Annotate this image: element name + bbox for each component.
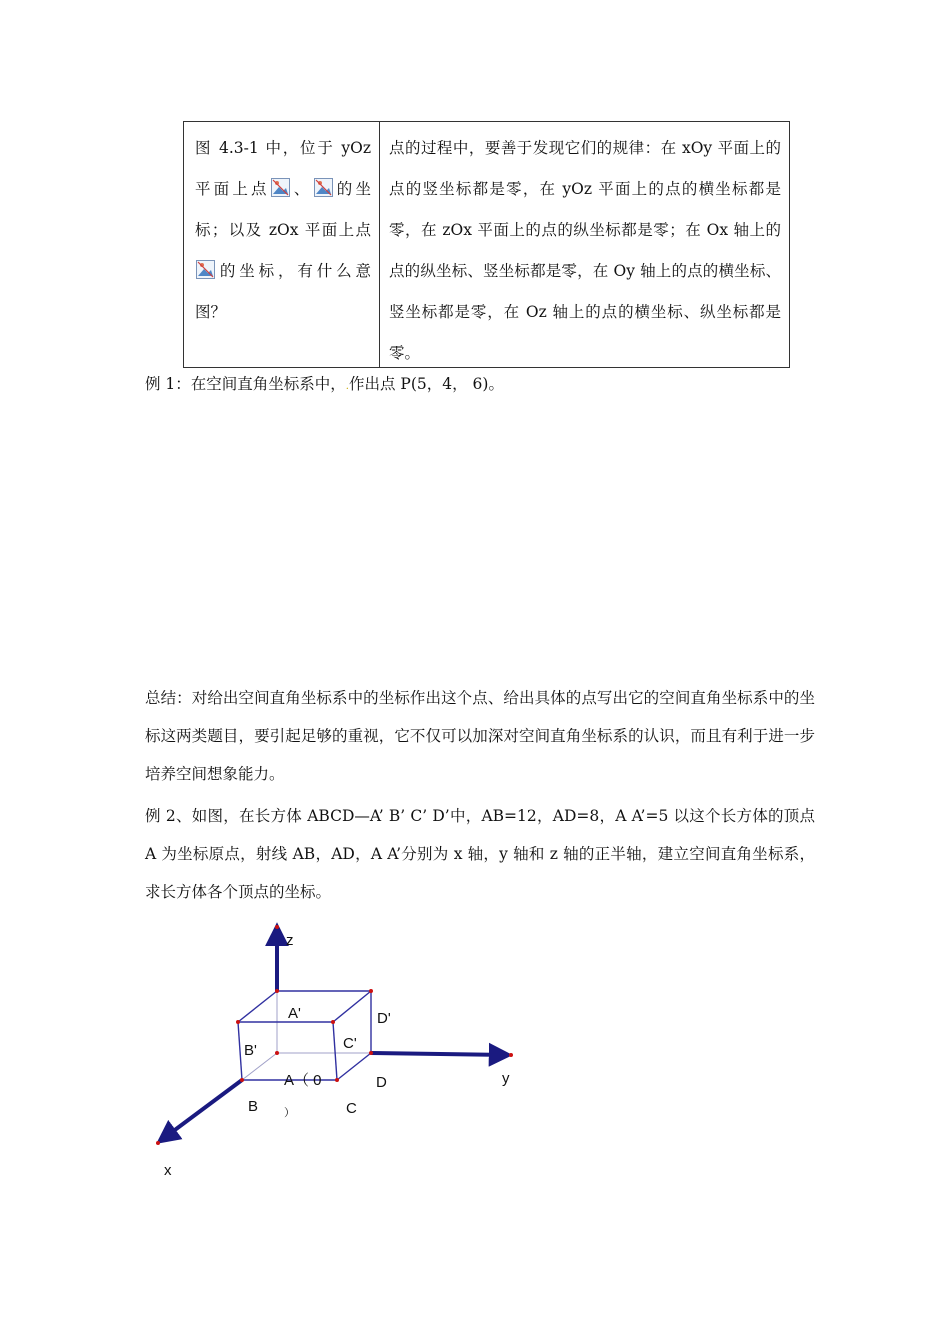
- left-line-4: 的坐标，有什么意: [195, 251, 371, 292]
- example-2: 例 2、如图，在长方体 ABCD—A’ B’ C’ D’中，AB=12，AD=8，A A’=5 以这个长方体的顶点 A 为坐标原点，射线 AB，AD，A A’分别为 x 轴，y 轴和 z 轴的正半轴，建立空间直角坐标系，求长方体各个顶点的坐标。: [145, 807, 815, 901]
- x-axis: [160, 1080, 242, 1141]
- label-A: A（ 0: [284, 1072, 322, 1089]
- point-A: [275, 1051, 279, 1055]
- label-D: D: [376, 1074, 387, 1091]
- label-z: z: [286, 932, 294, 949]
- table-right-cell: 点的过程中，要善于发现它们的规律：在 xOy 平面上的点的竖坐标都是零，在 yOz 平面上的点的横坐标都是零，在 zOx 平面上的点的纵坐标都是零；在 Ox 轴上的点的纵坐标、竖坐标都是零，在 Oy 轴上的点的横坐标、竖坐标都是零，在 Oz 轴上的点的横坐标、纵坐标都是零。: [389, 139, 781, 362]
- label-y: y: [502, 1070, 510, 1087]
- label-A-close: ）: [284, 1107, 295, 1119]
- cuboid-coordinate-figure: [140, 915, 540, 1175]
- anchor-mark-icon: .: [345, 381, 349, 392]
- point-x-end: [156, 1141, 160, 1145]
- edge-BB: [238, 1022, 242, 1080]
- point-D: [369, 1051, 373, 1055]
- left-line-1: 图 4.3-1 中，位于 yOz: [195, 139, 371, 157]
- point-D-prime: [369, 989, 373, 993]
- point-C: [335, 1078, 339, 1082]
- label-D-prime: D': [377, 1010, 391, 1027]
- label-C: C: [346, 1100, 357, 1117]
- left-line-3: 标；以及 zOx 平面上点: [195, 221, 371, 239]
- example-1: 例 1：在空间直角坐标系中，.作出点 P(5，4， 6)。: [145, 375, 504, 393]
- point-z-end: [275, 925, 279, 929]
- info-table: [183, 121, 790, 368]
- point-A-prime: [275, 989, 279, 993]
- label-x: x: [164, 1162, 172, 1175]
- label-B-prime: B': [244, 1042, 257, 1059]
- image-placeholder-icon: [314, 178, 333, 197]
- edge-BA-top: [238, 991, 277, 1022]
- label-C-prime: C': [343, 1035, 357, 1052]
- point-C-prime: [331, 1020, 335, 1024]
- edge-CD: [337, 1053, 371, 1080]
- point-B: [240, 1078, 244, 1082]
- summary-paragraph: 总结：对给出空间直角坐标系中的坐标作出这个点、给出具体的点写出它的空间直角坐标系中的坐标这两类题目，要引起足够的重视，它不仅可以加深对空间直角坐标系的认识，而且有利于进一步培养空间想象能力。: [145, 689, 815, 783]
- left-line-2: 平面上点 、 的坐: [195, 180, 371, 198]
- left-line-5: 图？: [195, 303, 227, 321]
- edge-DC-top: [333, 991, 371, 1022]
- image-placeholder-icon: [196, 260, 215, 279]
- table-left-cell: [195, 128, 371, 333]
- table-divider: [379, 122, 380, 367]
- point-y-end: [509, 1053, 513, 1057]
- edge-CC: [333, 1022, 337, 1080]
- image-placeholder-icon: [271, 178, 290, 197]
- point-B-prime: [236, 1020, 240, 1024]
- y-axis: [371, 1053, 508, 1055]
- label-A-prime: A': [288, 1005, 301, 1022]
- label-B: B: [248, 1098, 259, 1115]
